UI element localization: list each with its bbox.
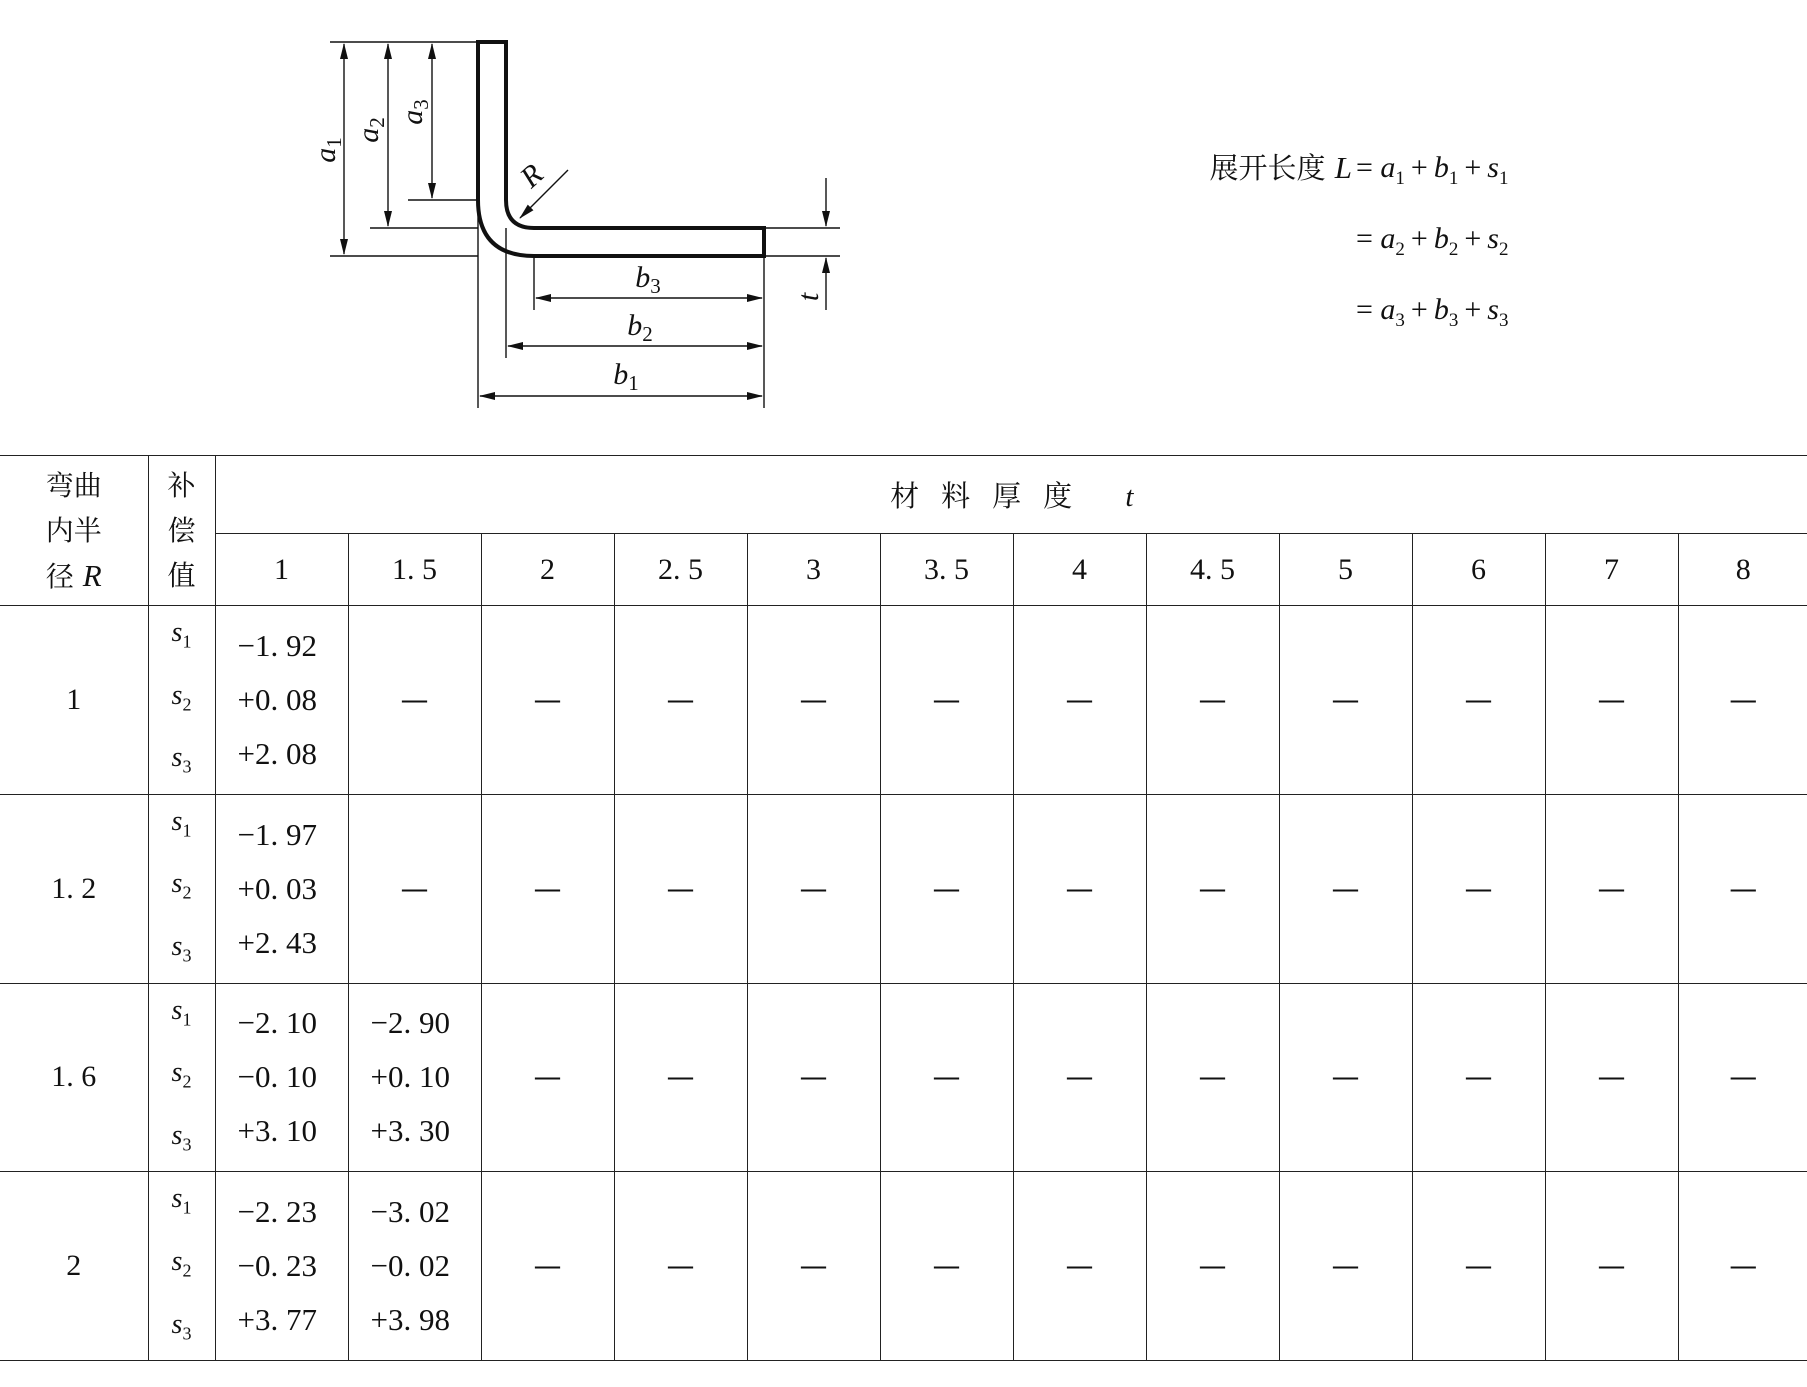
dash: — [1597, 1249, 1626, 1283]
empty-dash-cell [747, 983, 880, 1172]
empty-dash-cell [481, 794, 614, 983]
dash: — [1729, 871, 1758, 905]
empty-dash-cell [348, 794, 481, 983]
compensation-value: +0. 10 [370, 1059, 450, 1095]
empty-dash-cell [1678, 794, 1807, 983]
empty-dash-cell [880, 794, 1013, 983]
dash: — [400, 682, 429, 716]
empty-dash-cell [1412, 983, 1545, 1172]
dash: — [799, 1060, 828, 1094]
empty-dash-cell [1146, 606, 1279, 795]
thickness-header-cell: 6 [1412, 534, 1545, 606]
compensation-value: +3. 30 [370, 1113, 450, 1149]
compensation-values-cell [348, 1172, 481, 1361]
compensation-value: −2. 23 [237, 1194, 317, 1230]
thickness-header-cell: 3 [747, 534, 880, 606]
compensation-value: +3. 77 [237, 1302, 317, 1338]
svg-text:a3: $a_3$ [396, 99, 433, 125]
bend-radius-cell: 2 [0, 1172, 148, 1361]
dimension-lines [344, 44, 826, 396]
dash: — [1464, 871, 1493, 905]
header-compensation: 补 偿 值 [148, 456, 215, 606]
compensation-value: +3. 98 [370, 1302, 450, 1338]
dash: — [533, 871, 562, 905]
empty-dash-cell [614, 1172, 747, 1361]
table-row [0, 983, 1807, 1172]
bend-diagram [0, 0, 1807, 430]
empty-dash-cell [614, 794, 747, 983]
dash: — [1331, 871, 1360, 905]
empty-dash-cell [1013, 983, 1146, 1172]
svg-text:a2: $a_2$ [352, 117, 389, 143]
dash: — [1464, 1060, 1493, 1094]
bend-radius-cell: 1. 2 [0, 794, 148, 983]
dash: — [666, 1249, 695, 1283]
thickness-header-cell: 4 [1013, 534, 1146, 606]
compensation-value: −0. 23 [237, 1248, 317, 1284]
empty-dash-cell [1013, 1172, 1146, 1361]
compensation-labels-cell: $s_1$ $s_2$ $s_3$ [148, 794, 215, 983]
table-row [0, 606, 1807, 795]
compensation-labels-cell: $s_1$ $s_2$ $s_3$ [148, 606, 215, 795]
empty-dash-cell [747, 794, 880, 983]
empty-dash-cell [1279, 606, 1412, 795]
empty-dash-cell [1279, 794, 1412, 983]
thickness-values-row [0, 534, 1807, 606]
thickness-header-cell: 1. 5 [348, 534, 481, 606]
dash: — [533, 682, 562, 716]
dash: — [1065, 1249, 1094, 1283]
dash: — [932, 1249, 961, 1283]
dash: — [666, 871, 695, 905]
compensation-value: +0. 03 [237, 870, 317, 906]
thickness-header-cell: 1 [215, 534, 348, 606]
empty-dash-cell [1279, 983, 1412, 1172]
bend-radius-cell: 1. 6 [0, 983, 148, 1172]
empty-dash-cell [1146, 794, 1279, 983]
empty-dash-cell [481, 1172, 614, 1361]
dash: — [1065, 1060, 1094, 1094]
compensation-values-cell [215, 606, 348, 795]
dash: — [799, 1249, 828, 1283]
dash: — [799, 682, 828, 716]
compensation-labels-cell: $s_1$ $s_2$ $s_3$ [148, 1172, 215, 1361]
table-row [0, 794, 1807, 983]
compensation-value: +2. 08 [237, 735, 317, 771]
dash: — [1065, 682, 1094, 716]
dash: — [799, 871, 828, 905]
compensation-value: −0. 02 [370, 1248, 450, 1284]
bent-part-outline [478, 42, 764, 256]
dash: — [1597, 871, 1626, 905]
dash: — [666, 682, 695, 716]
header-thickness: 材料厚度 t [215, 456, 1807, 534]
compensation-value: −0. 10 [237, 1059, 317, 1095]
empty-dash-cell [1678, 1172, 1807, 1361]
dash: — [932, 871, 961, 905]
dash: — [1597, 1060, 1626, 1094]
compensation-table [0, 455, 1807, 1361]
thickness-header-cell: 3. 5 [880, 534, 1013, 606]
extension-lines [330, 42, 840, 408]
compensation-value: −1. 97 [237, 816, 317, 852]
compensation-values-cell [215, 1172, 348, 1361]
empty-dash-cell [1013, 606, 1146, 795]
empty-dash-cell [1013, 794, 1146, 983]
compensation-value: +2. 43 [237, 924, 317, 960]
thickness-header-cell: 7 [1545, 534, 1678, 606]
unfolded-length-formula [1170, 138, 1508, 351]
svg-text:b3: $b_3$ [635, 261, 661, 298]
thickness-header-cell: 8 [1678, 534, 1807, 606]
empty-dash-cell [1146, 983, 1279, 1172]
empty-dash-cell [1545, 794, 1678, 983]
thickness-header-cell: 4. 5 [1146, 534, 1279, 606]
compensation-value: −3. 02 [370, 1194, 450, 1230]
compensation-value: −2. 10 [237, 1005, 317, 1041]
dash: — [533, 1060, 562, 1094]
empty-dash-cell [1545, 1172, 1678, 1361]
compensation-values-cell [348, 983, 481, 1172]
empty-dash-cell [1545, 606, 1678, 795]
empty-dash-cell [880, 606, 1013, 795]
bend-radius-cell: 1 [0, 606, 148, 795]
dash: — [1464, 1249, 1493, 1283]
empty-dash-cell [614, 606, 747, 795]
empty-dash-cell [880, 1172, 1013, 1361]
compensation-values-cell [215, 794, 348, 983]
dash: — [1198, 682, 1227, 716]
compensation-value: +3. 10 [237, 1113, 317, 1149]
compensation-value: −1. 92 [237, 627, 317, 663]
dash: — [1198, 871, 1227, 905]
dash: — [666, 1060, 695, 1094]
dash: — [1331, 1249, 1360, 1283]
thickness-header-cell: 5 [1279, 534, 1412, 606]
compensation-value: +0. 08 [237, 681, 317, 717]
empty-dash-cell [1279, 1172, 1412, 1361]
dash: — [400, 871, 429, 905]
empty-dash-cell [1412, 1172, 1545, 1361]
svg-text:b1: $b_1$ [613, 358, 639, 395]
empty-dash-cell [614, 983, 747, 1172]
dash: — [1065, 871, 1094, 905]
table-row [0, 1172, 1807, 1361]
compensation-value: −2. 90 [370, 1005, 450, 1041]
empty-dash-cell [1412, 794, 1545, 983]
empty-dash-cell [747, 606, 880, 795]
dash: — [932, 682, 961, 716]
empty-dash-cell [747, 1172, 880, 1361]
formula-row: = $a_3 + b_3 + s_3$ [1356, 293, 1509, 331]
thickness-header-cell: 2. 5 [614, 534, 747, 606]
svg-text:t: t [792, 292, 825, 302]
empty-dash-cell [1412, 606, 1545, 795]
thickness-header-cell: 2 [481, 534, 614, 606]
dash: — [1331, 682, 1360, 716]
formula-row: = $a_2 + b_2 + s_2$ [1356, 222, 1509, 260]
empty-dash-cell [1678, 983, 1807, 1172]
empty-dash-cell [481, 606, 614, 795]
empty-dash-cell [1146, 1172, 1279, 1361]
dash: — [1198, 1249, 1227, 1283]
compensation-labels-cell: $s_1$ $s_2$ $s_3$ [148, 983, 215, 1172]
dash: — [1331, 1060, 1360, 1094]
header-bend-radius: 弯曲 内半 径 R [0, 456, 148, 606]
dash: — [533, 1249, 562, 1283]
empty-dash-cell [1678, 606, 1807, 795]
empty-dash-cell [481, 983, 614, 1172]
svg-text:a1: $a_1$ [309, 137, 346, 163]
empty-dash-cell [1545, 983, 1678, 1172]
dash: — [932, 1060, 961, 1094]
dash: — [1198, 1060, 1227, 1094]
dash: — [1729, 1060, 1758, 1094]
svg-text:R: R [513, 157, 550, 195]
empty-dash-cell [348, 606, 481, 795]
formula-row: 展开长度 L = $a_1 + b_1 + s_1$ [1209, 150, 1509, 189]
dash: — [1464, 682, 1493, 716]
compensation-values-cell [215, 983, 348, 1172]
empty-dash-cell [880, 983, 1013, 1172]
dash: — [1729, 682, 1758, 716]
svg-text:b2: $b_2$ [627, 309, 653, 346]
dash: — [1729, 1249, 1758, 1283]
dimension-labels [309, 99, 825, 395]
dash: — [1597, 682, 1626, 716]
